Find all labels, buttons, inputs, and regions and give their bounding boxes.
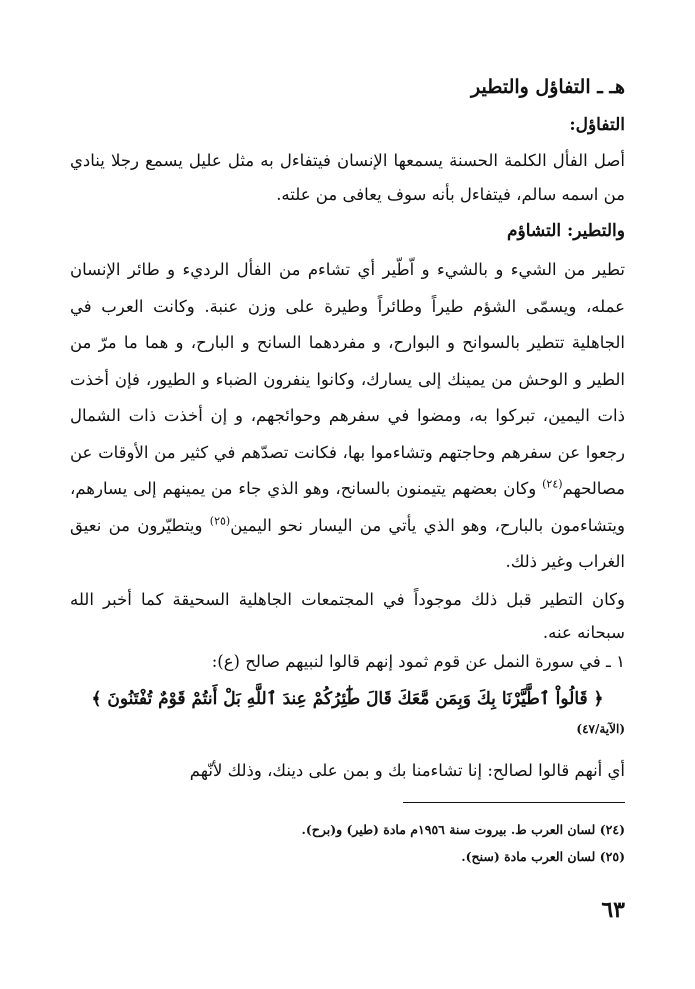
list-item-1: ١ ـ في سورة النمل عن قوم ثمود إنهم قالوا لنبيهم صالح (ع):	[211, 652, 625, 671]
verse-reference: (الآية/٤٧)	[576, 722, 625, 736]
footnote-25: (٢٥) لسان العرب مادة (سنح).	[461, 849, 625, 864]
quran-intro-paragraph: وكان التطير قبل ذلك موجوداً في المجتمعات الجاهلية السحيقة كما أخبر الله سبحانه عنه.	[70, 590, 625, 642]
pessimism-text-part3: ويتطيّرون من نعيق الغراب وغير ذلك.	[70, 515, 625, 571]
pessimism-text-part2: وكان بعضهم يتيمنون بالسانح، وهو الذي جاء من يمينهم إلى يسارهم، ويتشاءمون بالبارح، وهو الذي يأتي من اليسار نحو اليمين	[70, 479, 625, 535]
quran-verse: ﴿ قَالُواْ ٱطَّيَّرْنَا بِكَ وَبِمَن مَّعَكَ قَالَ طَٰٓئِرُكُمْ عِندَ ٱللَّهِ بَلْ أَنتُمْ قَوْمٌ تُفْتَنُونَ ﴾	[91, 689, 604, 709]
footnote-ref-25: (٢٥)	[209, 514, 231, 527]
explanation-paragraph: أي أنهم قالوا لصالح: إنا تشاءمنا بك و بمن على دينك، وذلك لأنّهم	[189, 761, 625, 780]
footnote-divider	[403, 802, 625, 803]
footnote-24: (٢٤) لسان العرب ط. بيروت سنة ١٩٥٦م مادة (طير) و(برح).	[301, 822, 625, 837]
pessimism-paragraph	[70, 252, 625, 581]
optimism-label: التفاؤل:	[569, 115, 625, 135]
page-number: ٦٣	[601, 897, 625, 923]
footnote-ref-24: (٢٤)	[542, 477, 563, 491]
pessimism-label: والتطير: التشاؤم	[506, 221, 625, 241]
section-heading: هـ ـ التفاؤل والتطير	[471, 76, 625, 98]
document-page	[70, 60, 625, 960]
optimism-paragraph: أصل الفأل الكلمة الحسنة يسمعها الإنسان فيتفاءل به مثل عليل يسمع رجلا ينادي من اسمه سالم، فيتفاءل بأنه سوف يعافى من علته.	[70, 151, 625, 204]
pessimism-text-part1: تطير من الشيء و بالشيء و اّطّير أي تشاءم من الفأل الرديء و طائر الإنسان عمله، ويسمّى الشؤم طيراً وطائراً وطيرة على وزن عنبة. وكانت العرب في الجاهلية تتطير بالسوانح و البوارح، و مفردهما السانح و البارح، و هما ما مرّ من الطير و الوحش من يمينك إلى يسارك، وكانوا ينفرون الضباء و الطيور، فإن أخذت ذات اليمين، تبركوا به، ومضوا في سفرهم وحوائجهم، و إن أخذت ذات الشمال رجعوا عن سفرهم وحاجتهم وتشاءموا بها، فكانت تصدّهم في كثير من الأوقات عن مصالحهم	[70, 260, 625, 498]
